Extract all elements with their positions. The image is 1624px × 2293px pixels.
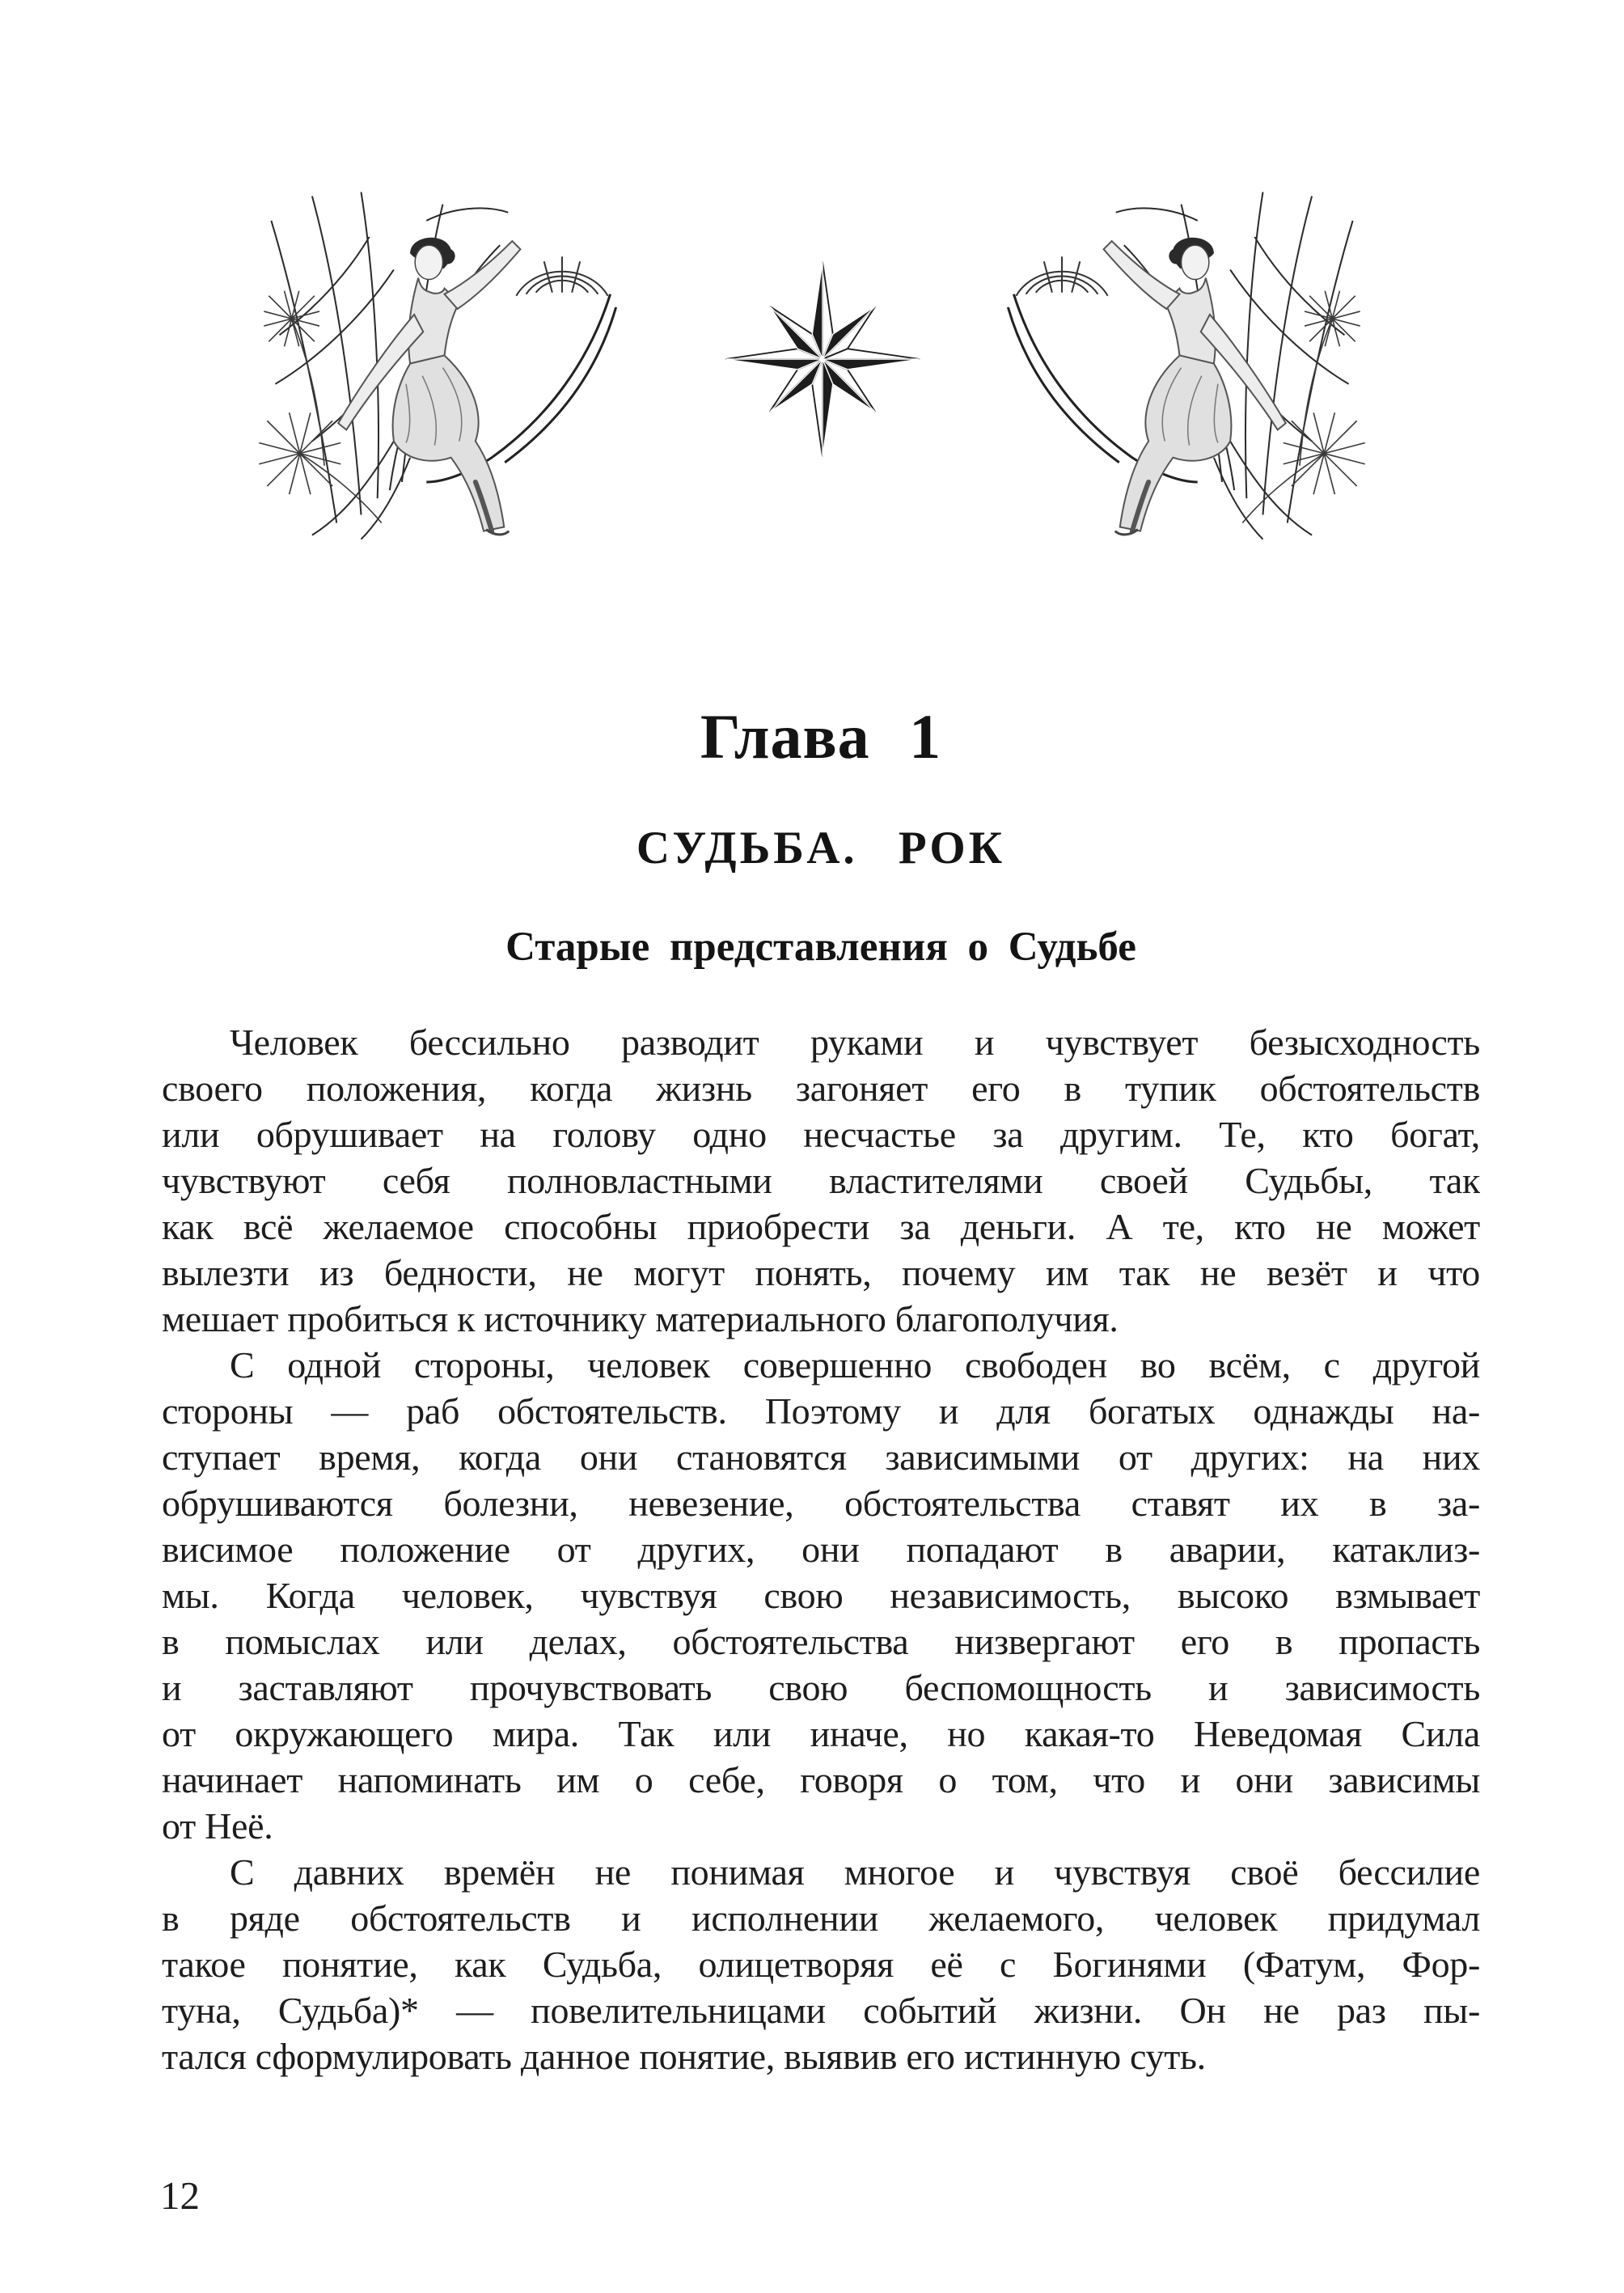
page-number: 12	[160, 2173, 200, 2218]
body-line: тался сформулировать данное понятие, выявив его истинную суть.	[162, 2036, 1206, 2077]
body-line: или обрушивает на голову одно несчастье за другим. Те, кто богат,	[162, 1114, 1480, 1155]
body-line: С одной стороны, человек совершенно свободен во всём, с другой	[230, 1344, 1480, 1386]
body-line: мешает пробиться к источнику материального благополучия.	[162, 1298, 1119, 1339]
body-line: обрушиваются болезни, невезение, обстоятельства ставят их в за-	[162, 1483, 1480, 1524]
section-subheading: Старые представления о Судьбе	[505, 924, 1136, 970]
body-line: своего положения, когда жизнь загоняет его в тупик обстоятельств	[162, 1068, 1480, 1109]
engraved-figure-right-icon	[977, 171, 1385, 548]
body-line: висимое положение от других, они попадают в аварии, катаклиз-	[162, 1529, 1480, 1570]
body-line: С давних времён не понимая многое и чувствуя своё бессилие	[230, 1851, 1480, 1893]
body-line: туна, Судьба)* — повелительницами событий жизни. Он не раз пы-	[162, 1990, 1480, 2031]
compass-star-icon	[721, 251, 924, 467]
chapter-title: Глава 1	[700, 701, 942, 772]
body-line: ступает время, когда они становятся зависимыми от других: на них	[162, 1436, 1480, 1478]
body-line: от Неё.	[162, 1805, 273, 1847]
engraved-figure-left-icon	[239, 171, 647, 548]
body-line: такое понятие, как Судьба, олицетворяя её с Богинями (Фатум, Фор-	[162, 1944, 1480, 1985]
body-line: в помыслах или делах, обстоятельства низвергают его в пропасть	[162, 1621, 1480, 1662]
body-line: от окружающего мира. Так или иначе, но какая-то Неведомая Сила	[162, 1713, 1480, 1754]
body-text	[162, 1019, 1480, 2079]
body-line: в ряде обстоятельств и исполнении желаемого, человек придумал	[162, 1897, 1480, 1939]
body-line: и заставляют прочувствовать свою беспомощность и зависимость	[162, 1667, 1480, 1708]
body-line: вылезти из бедности, не могут понять, почему им так не везёт и что	[162, 1252, 1480, 1293]
chapter-heading: СУДЬБА. РОК	[636, 823, 1006, 874]
body-line: чувствуют себя полновластными властителями своей Судьбы, так	[162, 1160, 1480, 1201]
body-line: начинает напоминать им о себе, говоря о том, что и они зависимы	[162, 1759, 1480, 1800]
body-line: как всё желаемое способны приобрести за деньги. А те, кто не может	[162, 1206, 1480, 1247]
body-line: стороны — раб обстоятельств. Поэтому и для богатых однажды на-	[162, 1390, 1480, 1432]
body-line: Человек бессильно разводит руками и чувствует безысходность	[230, 1022, 1480, 1063]
body-line: мы. Когда человек, чувствуя свою независимость, высоко взмывает	[162, 1575, 1480, 1616]
